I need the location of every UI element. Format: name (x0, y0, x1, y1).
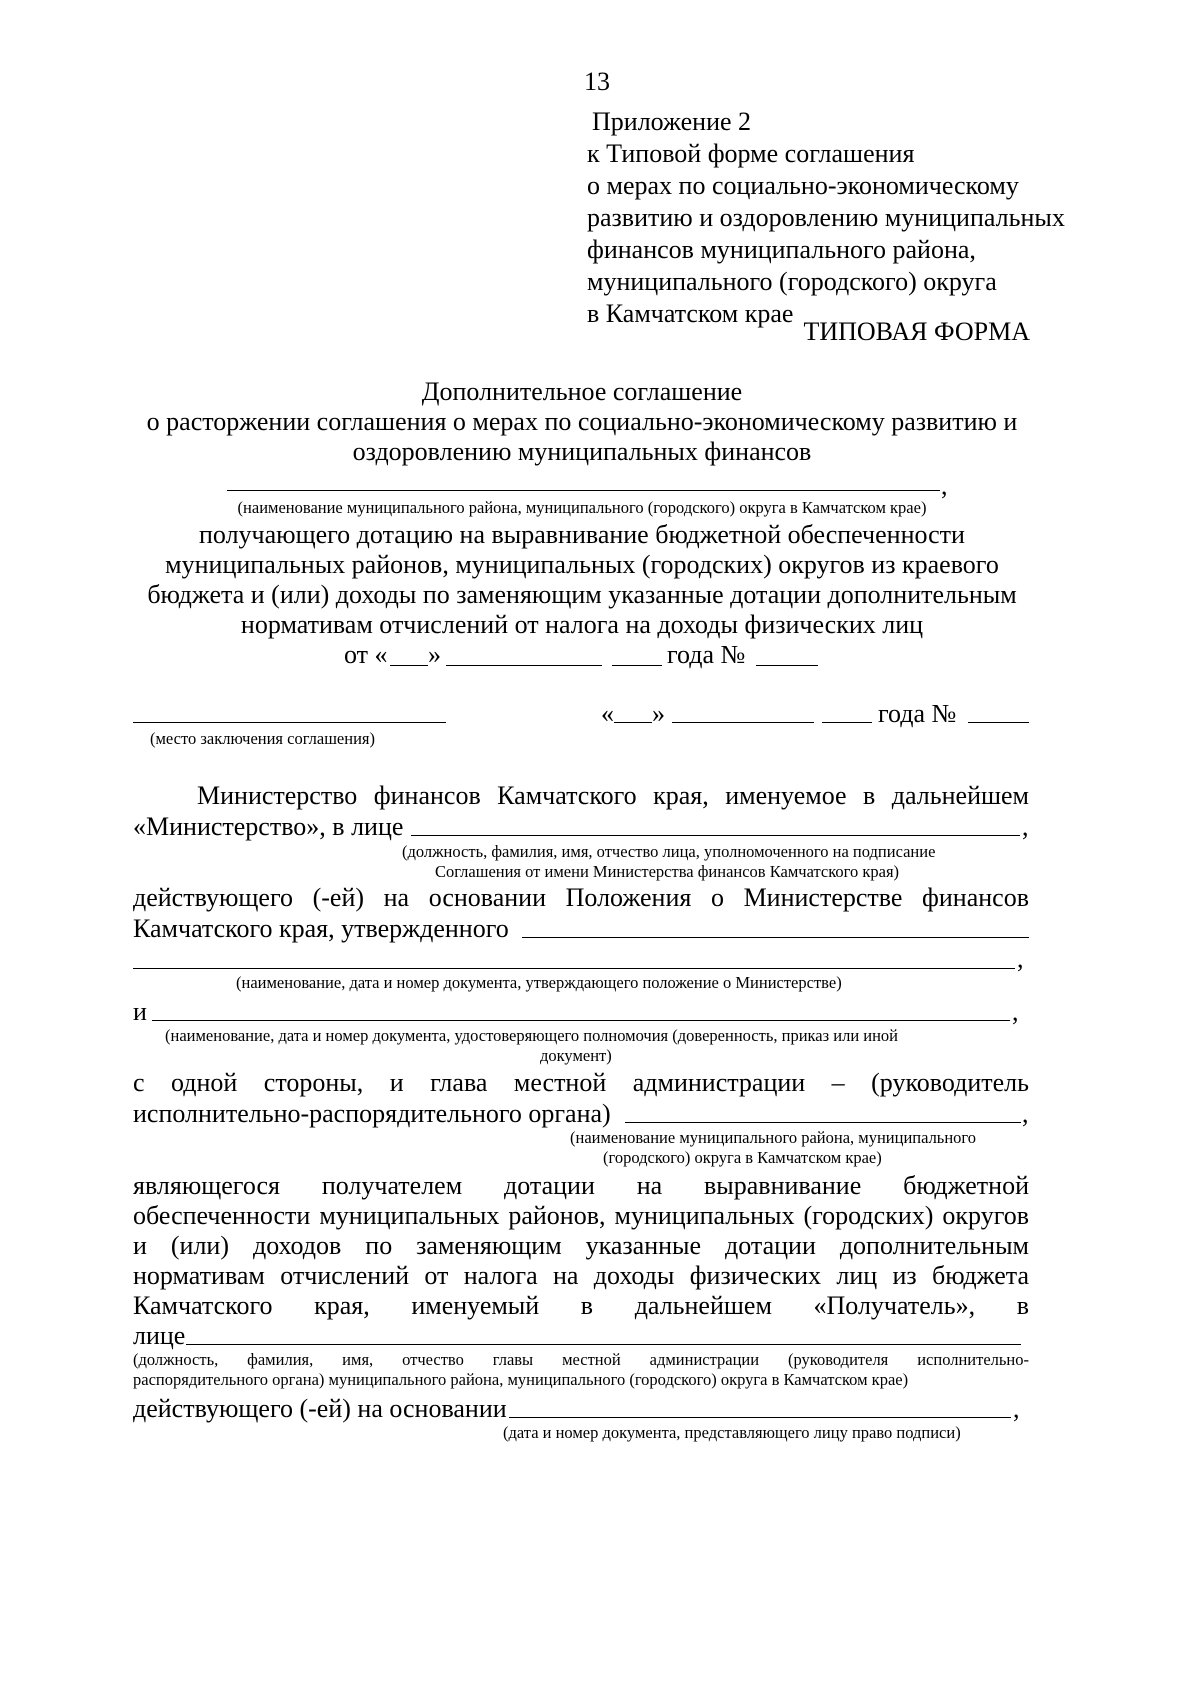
authority-caption: документ) (540, 1046, 612, 1065)
signature-caption: (дата и номер документа, представляющего лицу право подписи) (503, 1423, 961, 1442)
subtitle-line: муниципальных районов, муниципальных (городских) округов из краевого (165, 550, 999, 579)
body-text: исполнительно-распорядительного органа) (133, 1099, 611, 1128)
page-number: 13 (584, 67, 610, 96)
body-text: действующего (-ей) на основании (133, 1394, 507, 1423)
authority-caption: (наименование, дата и номер документа, удостоверяющего полномочия (доверенность, приказ или иной (165, 1026, 899, 1045)
appendix-line: к Типовой форме соглашения (587, 139, 915, 168)
date-from-label: от « (344, 640, 388, 669)
official-blank[interactable] (411, 835, 1020, 836)
body-text: обеспеченности муниципальных районов, муниципальных (городских) округов (133, 1201, 1029, 1230)
official-caption: Соглашения от имени Министерства финансов Камчатского края) (435, 862, 900, 881)
place-year-number-label: года № (878, 699, 957, 728)
number-blank[interactable] (756, 665, 818, 666)
appendix-line: финансов муниципального района, (587, 235, 976, 264)
body-text: нормативам отчислений от налога на доходы физических лиц из бюджета (133, 1261, 1029, 1290)
place-blank[interactable] (133, 722, 446, 723)
regulation-caption: (наименование, дата и номер документа, утверждающего положение о Министерстве) (236, 973, 842, 992)
authority-blank[interactable] (152, 1020, 1010, 1021)
year-blank[interactable] (612, 665, 662, 666)
body-text: действующего (-ей) на основании Положения о Министерстве финансов (133, 883, 1029, 912)
appendix-line: Приложение 2 (592, 107, 752, 136)
title-line: Дополнительное соглашение (421, 377, 743, 406)
regulation-blank[interactable] (522, 937, 1029, 938)
body-text: Камчатского края, именуемый в дальнейшем «Получатель», в (133, 1291, 1029, 1320)
subtitle-line: бюджета и (или) доходы по заменяющим указанные дотации дополнительным (147, 580, 1017, 609)
comma: , (1013, 1394, 1020, 1423)
comma: , (941, 471, 948, 500)
title-line: о расторжении соглашения о мерах по социально-экономическому развитию и (146, 407, 1018, 436)
place-day-blank[interactable] (614, 722, 652, 723)
head-caption: (должность, фамилия, имя, отчество главы местной администрации (руководителя исполнительно- (133, 1350, 1029, 1369)
comma: , (1012, 997, 1019, 1026)
official-caption: (должность, фамилия, имя, отчество лица, уполномоченного на подписание (402, 842, 936, 861)
appendix-line: развитию и оздоровлению муниципальных (587, 203, 1065, 232)
year-number-label: года № (667, 640, 746, 669)
body-text: с одной стороны, и глава местной администрации – (руководитель (133, 1068, 1029, 1097)
appendix-line: о мерах по социально-экономическому (587, 171, 1019, 200)
body-text: лице (133, 1321, 186, 1350)
body-text: и (или) доходов по заменяющим указанные дотации дополнительным (133, 1231, 1029, 1260)
close-quote: » (652, 699, 665, 728)
comma: , (1017, 944, 1024, 973)
body-text: Министерство финансов Камчатского края, именуемое в дальнейшем (197, 781, 1029, 810)
municipality-caption: (наименование муниципального района, муниципального (городского) округа в Камчатском крае) (237, 498, 927, 517)
title-line: оздоровлению муниципальных финансов (352, 437, 812, 466)
place-caption: (место заключения соглашения) (150, 729, 375, 748)
municipality-caption-2: (наименование муниципального района, муниципального (570, 1128, 977, 1147)
body-text: и (133, 997, 147, 1026)
month-blank[interactable] (446, 665, 602, 666)
open-quote: « (601, 699, 614, 728)
body-text: являющегося получателем дотации на выравнивание бюджетной (133, 1171, 1029, 1200)
appendix-line: муниципального (городского) округа (587, 267, 997, 296)
subtitle-line: получающего дотацию на выравнивание бюджетной обеспеченности (199, 520, 965, 549)
municipality-caption-2: (городского) округа в Камчатском крае) (603, 1148, 882, 1167)
appendix-line: в Камчатском крае (587, 299, 794, 328)
regulation-blank-2[interactable] (133, 968, 1015, 969)
place-month-blank[interactable] (672, 722, 814, 723)
municipality-blank[interactable] (227, 490, 940, 491)
place-number-blank[interactable] (968, 722, 1029, 723)
place-year-blank[interactable] (822, 722, 872, 723)
head-caption: распорядительного органа) муниципального района, муниципального (городского) округа в Камчатском крае) (133, 1370, 909, 1389)
body-text: «Министерство», в лице (133, 812, 404, 841)
head-blank[interactable] (186, 1344, 1021, 1345)
signature-blank[interactable] (509, 1417, 1011, 1418)
municipality-blank-2[interactable] (625, 1122, 1021, 1123)
form-type-label: ТИПОВАЯ ФОРМА (803, 317, 1030, 346)
comma: , (1022, 812, 1029, 841)
body-text: Камчатского края, утвержденного (133, 914, 509, 943)
subtitle-line: нормативам отчислений от налога на доходы физических лиц (240, 610, 924, 639)
close-quote: » (428, 640, 441, 669)
comma: , (1022, 1099, 1029, 1128)
day-blank[interactable] (390, 665, 428, 666)
